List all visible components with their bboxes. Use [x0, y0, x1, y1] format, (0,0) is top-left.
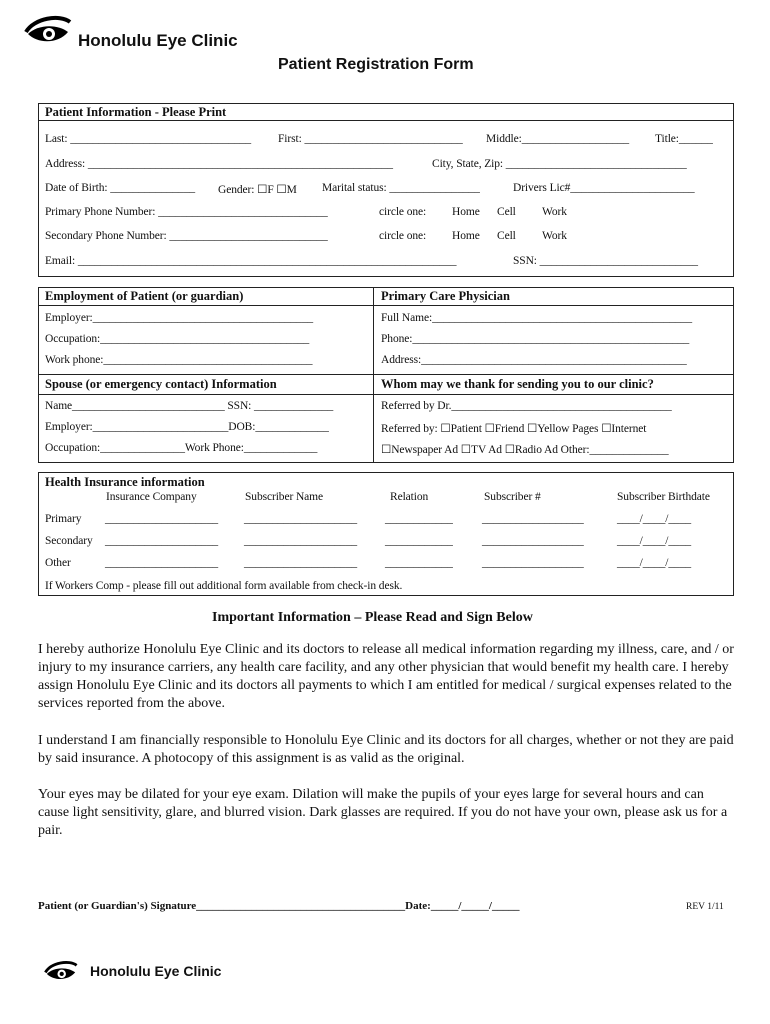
first-name-field[interactable]: First: ____________________________ [278, 133, 463, 145]
insurance-column-header: Subscriber # [484, 491, 541, 503]
title-field[interactable]: Title:______ [655, 133, 713, 145]
insurance-column-header: Insurance Company [106, 491, 197, 503]
patient-info-heading: Patient Information - Please Print [45, 105, 227, 119]
insurance-column-header: Subscriber Name [245, 491, 324, 503]
physician-name-field[interactable]: Full Name:______________________________________________ [381, 312, 692, 324]
referral-source-checkboxes[interactable]: Referred by: ☐Patient ☐Friend ☐Yellow Pages ☐Internet [381, 423, 647, 435]
physician-phone-field[interactable]: Phone:_________________________________________________ [381, 333, 690, 345]
secondary-phone-field[interactable]: Secondary Phone Number: ____________________________ [45, 230, 328, 242]
ssn-field[interactable]: SSN: ____________________________ [513, 255, 698, 267]
other-birthdate-field[interactable]: ____/____/____ [617, 557, 691, 569]
page-title: Patient Registration Form [278, 56, 474, 73]
physician-heading: Primary Care Physician [381, 289, 510, 303]
authorization-paragraph: I hereby authorize Honolulu Eye Clinic and its doctors to release all medical information regarding my illness, care, and / or injury to my insurance carriers, any health care facility, and any other physician that would benefit my health care. I hereby assign Honolulu Eye Clinic and its doctors all payments to which I am entitled for medical / surgical expenses related to the services reported from the above. [38, 642, 734, 711]
secondary-subscriber-number-field[interactable]: __________________ [482, 535, 584, 547]
other-relation-field[interactable]: ____________ [385, 557, 453, 569]
primary-company-field[interactable]: ____________________ [105, 513, 219, 525]
insurance-heading: Health Insurance information [45, 475, 205, 489]
eye-logo-icon [24, 12, 72, 48]
primary-phone-cell-option[interactable]: Cell [497, 206, 516, 218]
spouse-heading: Spouse (or emergency contact) Information [45, 377, 277, 391]
spouse-employer-dob-field[interactable]: Employer:________________________DOB:_____________ [45, 421, 329, 433]
insurance-row-label: Other [45, 557, 71, 569]
important-heading: Important Information – Please Read and Sign Below [212, 610, 533, 625]
gender-checkboxes[interactable]: Gender: ☐F ☐M [218, 184, 297, 196]
circle-one-label: circle one: [379, 230, 427, 242]
financial-paragraph: I understand I am financially responsible to Honolulu Eye Clinic and its doctors for all charges, whether or not they are paid by said insurance. A photocopy of this assignment is as valid as the original. [38, 733, 734, 766]
secondary-relation-field[interactable]: ____________ [385, 535, 453, 547]
primary-birthdate-field[interactable]: ____/____/____ [617, 513, 691, 525]
physician-address-field[interactable]: Address:_______________________________________________ [381, 354, 687, 366]
insurance-row-label: Primary [45, 513, 82, 525]
address-field[interactable]: Address: ______________________________________________________ [45, 158, 393, 170]
primary-phone-field[interactable]: Primary Phone Number: ______________________________ [45, 206, 328, 218]
spouse-name-ssn-field[interactable]: Name___________________________ SSN: ______________ [45, 400, 334, 412]
signature-date-field[interactable]: Patient (or Guardian's) Signature______________________________________Date:_____/_____/_____ [38, 900, 520, 912]
email-field[interactable]: Email: ___________________________________________________________________ [45, 255, 457, 267]
spouse-occupation-phone-field[interactable]: Occupation:_______________Work Phone:_____________ [45, 442, 318, 454]
insurance-column-header: Relation [390, 491, 429, 503]
clinic-name: Honolulu Eye Clinic [78, 31, 238, 50]
referred-by-dr-field[interactable]: Referred by Dr._______________________________________ [381, 400, 672, 412]
eye-logo-icon [44, 958, 78, 984]
referral-heading: Whom may we thank for sending you to our clinic? [381, 377, 654, 391]
primary-relation-field[interactable]: ____________ [385, 513, 453, 525]
other-subscriber-field[interactable]: ____________________ [244, 557, 358, 569]
footer-clinic-name: Honolulu Eye Clinic [90, 963, 222, 979]
other-company-field[interactable]: ____________________ [105, 557, 219, 569]
marital-status-field[interactable]: Marital status: ________________ [322, 182, 480, 194]
dilation-paragraph: Your eyes may be dilated for your eye exam. Dilation will make the pupils of your eyes large for several hours and can cause light sensitivity, glare, and blurred vision. Dark glasses are required. If you do not have your own, please ask us for a pair. [38, 787, 728, 838]
primary-subscriber-field[interactable]: ____________________ [244, 513, 358, 525]
work-phone-field[interactable]: Work phone:_____________________________________ [45, 354, 313, 366]
middle-name-field[interactable]: Middle:___________________ [486, 133, 630, 145]
employer-field[interactable]: Employer:_______________________________________ [45, 312, 313, 324]
secondary-phone-work-option[interactable]: Work [542, 230, 567, 242]
secondary-phone-cell-option[interactable]: Cell [497, 230, 516, 242]
employment-heading: Employment of Patient (or guardian) [45, 289, 244, 303]
occupation-field[interactable]: Occupation:_____________________________________ [45, 333, 310, 345]
city-state-zip-field[interactable]: City, State, Zip: ________________________________ [432, 158, 687, 170]
referral-media-checkboxes[interactable]: ☐Newspaper Ad ☐TV Ad ☐Radio Ad Other:______________ [381, 444, 669, 456]
secondary-phone-home-option[interactable]: Home [452, 230, 480, 242]
workers-comp-note: If Workers Comp - please fill out additional form available from check-in desk. [45, 580, 403, 592]
primary-subscriber-number-field[interactable]: __________________ [482, 513, 584, 525]
primary-phone-home-option[interactable]: Home [452, 206, 480, 218]
circle-one-label: circle one: [379, 206, 427, 218]
secondary-birthdate-field[interactable]: ____/____/____ [617, 535, 691, 547]
drivers-license-field[interactable]: Drivers Lic#______________________ [513, 182, 695, 194]
primary-phone-work-option[interactable]: Work [542, 206, 567, 218]
insurance-column-header: Subscriber Birthdate [617, 491, 710, 503]
secondary-subscriber-field[interactable]: ____________________ [244, 535, 358, 547]
other-subscriber-number-field[interactable]: __________________ [482, 557, 584, 569]
revision-label: REV 1/11 [686, 902, 724, 912]
insurance-row-label: Secondary [45, 535, 93, 547]
secondary-company-field[interactable]: ____________________ [105, 535, 219, 547]
dob-field[interactable]: Date of Birth: _______________ [45, 182, 195, 194]
last-name-field[interactable]: Last: ________________________________ [45, 133, 252, 145]
